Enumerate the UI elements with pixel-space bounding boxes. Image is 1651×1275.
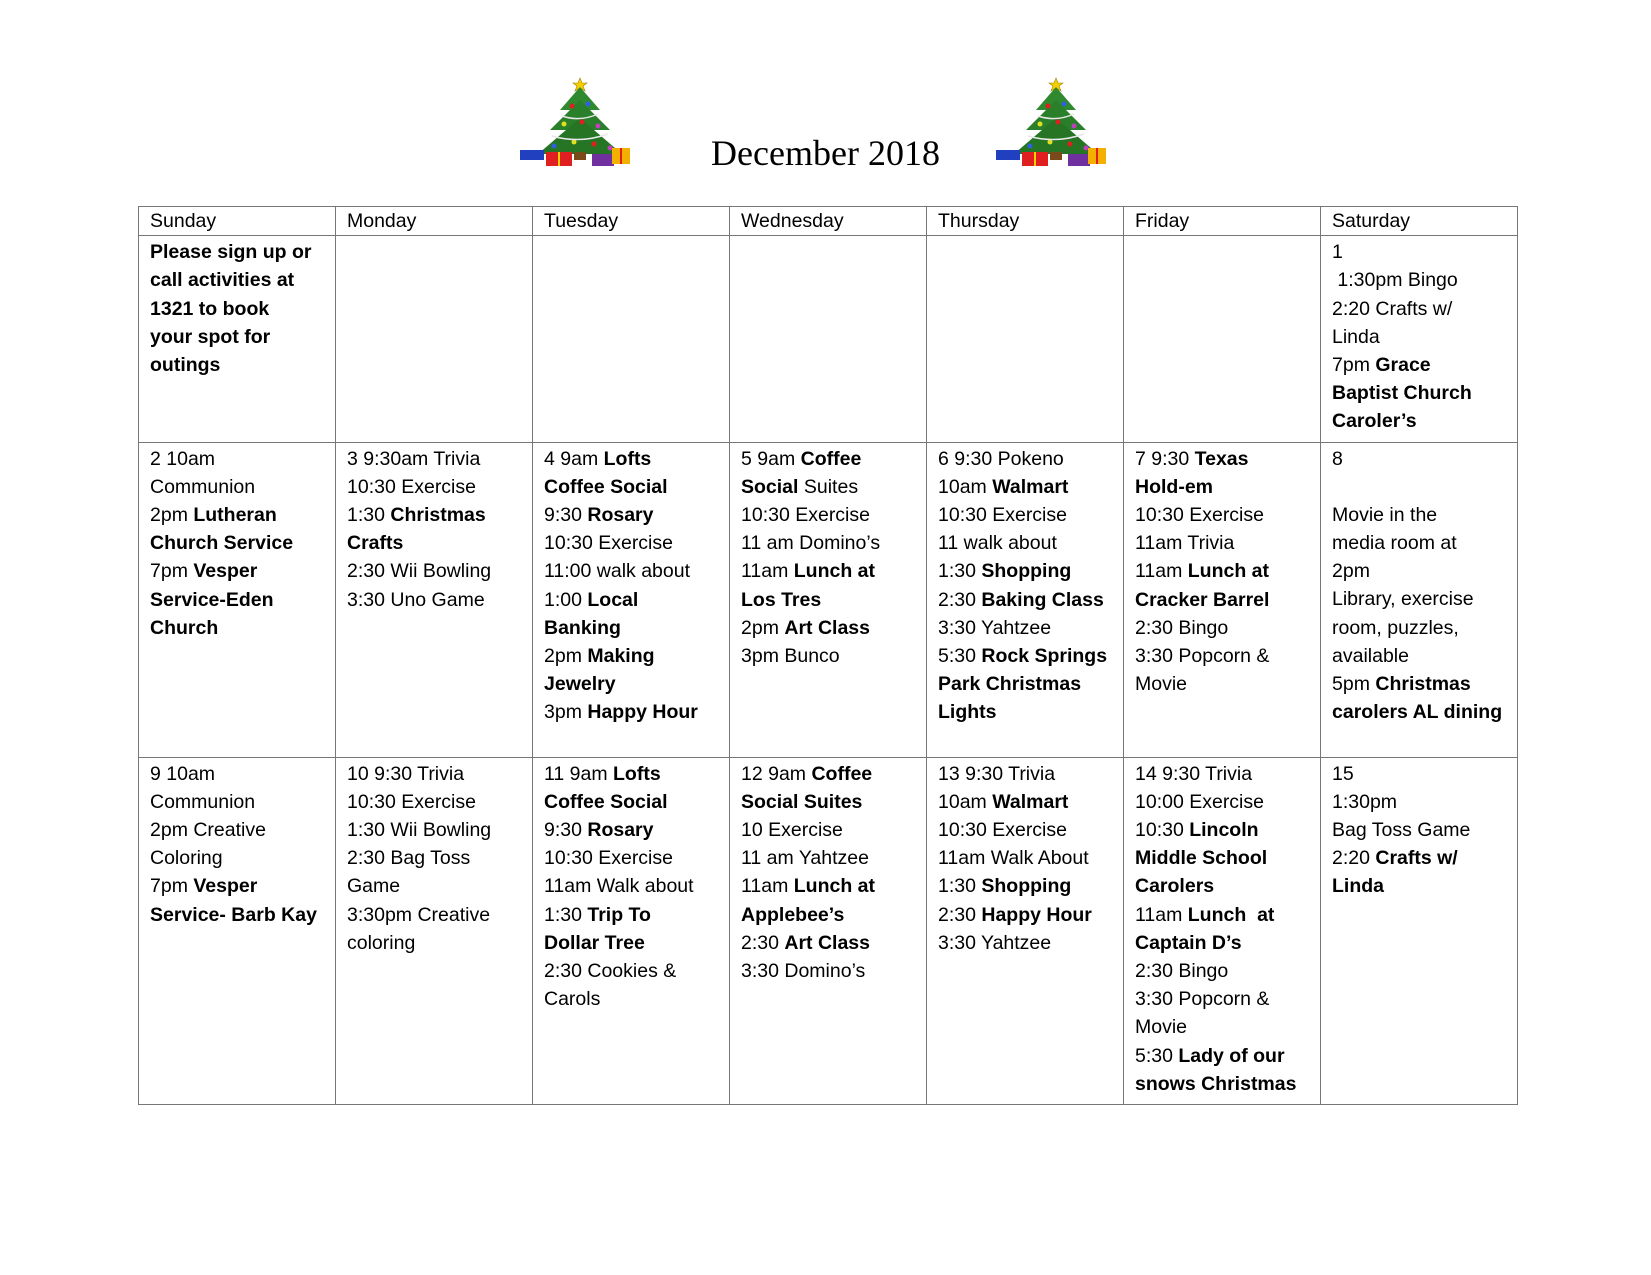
day-cell bbox=[139, 757, 336, 1104]
event-line: Communion bbox=[150, 475, 256, 498]
event-line: 10:30 Exercise bbox=[1135, 504, 1264, 527]
event-line: 1:30pm bbox=[1332, 790, 1398, 813]
event-title: Texas bbox=[1194, 447, 1249, 470]
event-line bbox=[938, 586, 1113, 614]
notice-line: your spot for bbox=[150, 325, 271, 348]
event-line bbox=[544, 760, 719, 788]
event-title: Rosary bbox=[587, 819, 654, 842]
event-line bbox=[1135, 445, 1310, 473]
event-line: 2pm Creative bbox=[150, 819, 266, 842]
notice-line: 1321 to book bbox=[150, 297, 270, 320]
day-cell bbox=[927, 442, 1124, 757]
event-line bbox=[150, 557, 325, 585]
event-line: Church Service bbox=[150, 532, 294, 555]
event-line bbox=[544, 816, 719, 844]
event-title: Lunch at bbox=[1187, 560, 1269, 583]
event-time: 5pm bbox=[1332, 673, 1376, 696]
event-title: Lofts bbox=[613, 762, 661, 785]
event-title: Happy Hour bbox=[981, 903, 1092, 926]
event-line: Bag Toss Game bbox=[1332, 819, 1471, 842]
notice-line: call activities at bbox=[150, 269, 295, 292]
day-cell bbox=[533, 757, 730, 1104]
day-cell bbox=[1321, 442, 1518, 757]
event-line: 2:20 Crafts w/ bbox=[1332, 297, 1453, 320]
day-cell bbox=[1321, 757, 1518, 1104]
event-line: Crafts bbox=[347, 532, 404, 555]
empty-day-cell bbox=[533, 236, 730, 442]
event-line: 11:00 walk about bbox=[544, 560, 690, 583]
event-line: 11am Walk About bbox=[938, 847, 1089, 870]
event-line bbox=[938, 473, 1113, 501]
event-line: 3:30pm Creative bbox=[347, 903, 491, 926]
week-row bbox=[139, 442, 1518, 757]
event-line bbox=[1332, 351, 1507, 379]
event-line: Banking bbox=[544, 616, 621, 639]
header-thursday: Thursday bbox=[927, 207, 1124, 236]
event-line: snows Christmas bbox=[1135, 1072, 1297, 1095]
event-title: Local bbox=[587, 588, 639, 611]
blank-line bbox=[1332, 473, 1507, 501]
event-time: 7pm bbox=[1332, 354, 1376, 377]
day-cell bbox=[927, 757, 1124, 1104]
event-line bbox=[544, 698, 719, 726]
event-time: 10:30 bbox=[1135, 819, 1190, 842]
event-line bbox=[150, 872, 325, 900]
event-line bbox=[1332, 844, 1507, 872]
event-line: Church bbox=[150, 616, 219, 639]
event-line: 3pm Bunco bbox=[741, 645, 840, 668]
event-line: 6 9:30 Pokeno bbox=[938, 447, 1064, 470]
event-time: 9:30 bbox=[544, 504, 588, 527]
event-line: 11 walk about bbox=[938, 532, 1057, 555]
day-cell bbox=[730, 442, 927, 757]
event-line bbox=[741, 557, 916, 585]
day-cell bbox=[1321, 236, 1518, 442]
event-title: Lunch at bbox=[1187, 903, 1275, 926]
event-time: 7pm bbox=[150, 560, 194, 583]
event-title: Lincoln bbox=[1189, 819, 1259, 842]
event-line: 3:30 Domino’s bbox=[741, 960, 866, 983]
event-time: 1:00 bbox=[544, 588, 588, 611]
event-time: 10am bbox=[938, 475, 993, 498]
event-line: Caroler’s bbox=[1332, 410, 1417, 433]
event-line bbox=[1135, 1042, 1310, 1070]
event-time: 9:30 bbox=[544, 819, 588, 842]
empty-day-cell bbox=[336, 236, 533, 442]
event-line: 2:30 Bingo bbox=[1135, 616, 1229, 639]
event-line: Social Suites bbox=[741, 790, 863, 813]
header-friday: Friday bbox=[1124, 207, 1321, 236]
event-line: Coffee Social bbox=[544, 475, 668, 498]
event-line bbox=[1135, 901, 1310, 929]
notice-line: Please sign up or bbox=[150, 241, 312, 264]
event-time: 5:30 bbox=[1135, 1044, 1179, 1067]
calendar-table bbox=[138, 206, 1518, 1105]
day-cell bbox=[139, 236, 336, 442]
event-line: Library, exercise bbox=[1332, 588, 1474, 611]
event-line: 10:30 Exercise bbox=[544, 532, 673, 555]
event-line: 11am Walk about bbox=[544, 875, 694, 898]
event-time: 11am bbox=[741, 875, 794, 898]
event-line bbox=[1135, 557, 1310, 585]
event-line: 11am Trivia bbox=[1135, 532, 1235, 555]
event-line: 10 9:30 Trivia bbox=[347, 762, 465, 785]
event-line: Applebee’s bbox=[741, 903, 845, 926]
event-time: 11am bbox=[1135, 903, 1188, 926]
event-time: 2:30 bbox=[741, 931, 785, 954]
event-time: 5 9am bbox=[741, 447, 801, 470]
event-line bbox=[938, 901, 1113, 929]
event-line: Movie bbox=[1135, 1016, 1188, 1039]
event-line: carolers AL dining bbox=[1332, 701, 1503, 724]
event-title: Art Class bbox=[784, 931, 870, 954]
day-cell bbox=[1124, 757, 1321, 1104]
event-title: Lady of our bbox=[1178, 1044, 1285, 1067]
event-line: 10:30 Exercise bbox=[741, 504, 870, 527]
event-title: Lofts bbox=[603, 447, 652, 470]
event-line: 10:30 Exercise bbox=[347, 790, 476, 813]
event-line: 13 9:30 Trivia bbox=[938, 762, 1056, 785]
event-line: 3:30 Uno Game bbox=[347, 588, 485, 611]
event-line bbox=[544, 445, 719, 473]
day-cell bbox=[730, 757, 927, 1104]
day-cell bbox=[139, 442, 336, 757]
event-line: Captain D’s bbox=[1135, 931, 1242, 954]
event-line: 10:30 Exercise bbox=[544, 847, 673, 870]
event-line: Cracker Barrel bbox=[1135, 588, 1270, 611]
event-title: Art Class bbox=[784, 616, 870, 639]
event-title: Lutheran bbox=[193, 504, 277, 527]
event-time: 2:20 bbox=[1332, 847, 1376, 870]
event-line: 9 10am bbox=[150, 762, 216, 785]
event-time: 1:30 bbox=[347, 504, 391, 527]
header-monday: Monday bbox=[336, 207, 533, 236]
event-line: 11 am Domino’s bbox=[741, 532, 881, 555]
event-line bbox=[1135, 816, 1310, 844]
event-line: 10:30 Exercise bbox=[938, 504, 1067, 527]
header-wednesday: Wednesday bbox=[730, 207, 927, 236]
event-line: 2:30 Wii Bowling bbox=[347, 560, 492, 583]
event-title: Social bbox=[741, 475, 799, 498]
event-line: 10 Exercise bbox=[741, 819, 843, 842]
event-title: Christmas bbox=[1375, 673, 1471, 696]
event-line bbox=[938, 557, 1113, 585]
event-time: 3pm bbox=[544, 701, 588, 724]
week-row bbox=[139, 757, 1518, 1104]
event-line: 1 bbox=[1332, 241, 1343, 264]
event-line: Hold-em bbox=[1135, 475, 1213, 498]
day-cell bbox=[336, 442, 533, 757]
christmas-tree-icon bbox=[992, 72, 1120, 172]
event-line: Los Tres bbox=[741, 588, 822, 611]
event-time: 10am bbox=[938, 790, 993, 813]
event-line: Linda bbox=[1332, 325, 1380, 348]
event-line: 3 9:30am Trivia bbox=[347, 447, 481, 470]
event-line: 14 9:30 Trivia bbox=[1135, 762, 1253, 785]
event-line bbox=[1332, 670, 1507, 698]
event-line: 10:30 Exercise bbox=[938, 819, 1067, 842]
empty-day-cell bbox=[1124, 236, 1321, 442]
event-title: Walmart bbox=[992, 475, 1069, 498]
event-time: 4 9am bbox=[544, 447, 604, 470]
event-line: media room at bbox=[1332, 532, 1457, 555]
event-time: 11 9am bbox=[544, 762, 614, 785]
event-title: Vesper bbox=[193, 560, 258, 583]
header-saturday: Saturday bbox=[1321, 207, 1518, 236]
event-line: Linda bbox=[1332, 875, 1384, 898]
event-title: Walmart bbox=[992, 790, 1069, 813]
event-line bbox=[741, 614, 916, 642]
event-line: Jewelry bbox=[544, 673, 616, 696]
calendar-title: December 2018 bbox=[711, 133, 940, 173]
event-line bbox=[544, 501, 719, 529]
event-line: 10:00 Exercise bbox=[1135, 790, 1264, 813]
event-line bbox=[938, 642, 1113, 670]
event-line bbox=[938, 872, 1113, 900]
event-time: 2pm bbox=[544, 645, 588, 668]
event-line: Coloring bbox=[150, 847, 223, 870]
event-time: 11am bbox=[741, 560, 794, 583]
event-line: coloring bbox=[347, 931, 416, 954]
event-title: Crafts w/ bbox=[1375, 847, 1458, 870]
event-title: Vesper bbox=[193, 875, 258, 898]
event-time: 11am bbox=[1135, 560, 1188, 583]
event-line: 2pm bbox=[1332, 560, 1370, 583]
event-line: 8 bbox=[1332, 447, 1343, 470]
empty-day-cell bbox=[927, 236, 1124, 442]
event-title: Shopping bbox=[981, 560, 1072, 583]
event-line: 11 am Yahtzee bbox=[741, 847, 869, 870]
event-time: 12 9am bbox=[741, 762, 812, 785]
event-title: Coffee bbox=[800, 447, 862, 470]
event-line: Game bbox=[347, 875, 401, 898]
event-line bbox=[544, 901, 719, 929]
event-line: 15 bbox=[1332, 762, 1354, 785]
event-line bbox=[741, 445, 916, 473]
event-title: Shopping bbox=[981, 875, 1072, 898]
header-sunday: Sunday bbox=[139, 207, 336, 236]
event-line bbox=[741, 760, 916, 788]
event-line: Service-Eden bbox=[150, 588, 274, 611]
event-title: Happy Hour bbox=[587, 701, 698, 724]
event-line: 3:30 Popcorn & bbox=[1135, 645, 1270, 668]
day-cell bbox=[1124, 442, 1321, 757]
event-time: 2:30 bbox=[938, 903, 982, 926]
event-line: 3:30 Yahtzee bbox=[938, 931, 1052, 954]
event-line: room, puzzles, bbox=[1332, 616, 1459, 639]
week-row bbox=[139, 236, 1518, 442]
christmas-tree-icon bbox=[516, 72, 644, 172]
day-cell bbox=[336, 757, 533, 1104]
event-line: available bbox=[1332, 644, 1409, 667]
event-title: Lunch at bbox=[793, 560, 875, 583]
event-line: 2 10am bbox=[150, 447, 216, 470]
event-line bbox=[741, 872, 916, 900]
event-line: Coffee Social bbox=[544, 790, 668, 813]
event-title: Rock Springs bbox=[981, 645, 1108, 668]
event-time: 1:30 bbox=[938, 875, 982, 898]
event-line bbox=[741, 929, 916, 957]
event-time: 1:30 bbox=[544, 903, 588, 926]
event-line: 2:30 Bag Toss bbox=[347, 847, 471, 870]
event-title: Baking Class bbox=[981, 588, 1104, 611]
event-line: Movie in the bbox=[1332, 503, 1438, 526]
header-tuesday: Tuesday bbox=[533, 207, 730, 236]
event-line: Carols bbox=[544, 988, 601, 1011]
event-time: 7pm bbox=[150, 875, 194, 898]
event-line: 1:30 Wii Bowling bbox=[347, 819, 492, 842]
event-title: Coffee bbox=[811, 762, 873, 785]
event-time: 7 9:30 bbox=[1135, 447, 1195, 470]
event-title: Christmas bbox=[390, 504, 486, 527]
event-line bbox=[741, 473, 916, 501]
event-time: 2pm bbox=[741, 616, 785, 639]
event-time: 2:30 bbox=[938, 588, 982, 611]
event-line: Carolers bbox=[1135, 875, 1215, 898]
event-line: 3:30 Yahtzee bbox=[938, 616, 1052, 639]
event-line bbox=[938, 788, 1113, 816]
event-line: 1:30pm Bingo bbox=[1332, 269, 1458, 292]
event-line: Movie bbox=[1135, 673, 1188, 696]
event-title: Trip To bbox=[587, 903, 651, 926]
event-line bbox=[150, 501, 325, 529]
event-title: Grace bbox=[1375, 354, 1431, 377]
day-cell bbox=[533, 442, 730, 757]
event-title: Rosary bbox=[587, 504, 654, 527]
event-line: 3:30 Popcorn & bbox=[1135, 988, 1270, 1011]
event-title: Making bbox=[587, 645, 655, 668]
event-line: Dollar Tree bbox=[544, 931, 645, 954]
empty-day-cell bbox=[730, 236, 927, 442]
event-line bbox=[544, 642, 719, 670]
event-line: Park Christmas bbox=[938, 673, 1082, 696]
event-detail: Suites bbox=[798, 475, 859, 498]
event-line: Middle School bbox=[1135, 847, 1268, 870]
event-title: Lunch at bbox=[793, 875, 875, 898]
event-line: Baptist Church bbox=[1332, 382, 1472, 405]
event-line bbox=[347, 501, 522, 529]
weekday-header-row bbox=[139, 207, 1518, 236]
event-line: Service- Barb Kay bbox=[150, 903, 317, 926]
event-line: 2:30 Cookies & bbox=[544, 960, 677, 983]
event-time: 5:30 bbox=[938, 645, 982, 668]
notice-line: outings bbox=[150, 354, 221, 377]
event-line: 10:30 Exercise bbox=[347, 475, 476, 498]
event-line bbox=[544, 586, 719, 614]
event-line: Lights bbox=[938, 701, 997, 724]
event-line: 2:30 Bingo bbox=[1135, 960, 1229, 983]
event-time: 2pm bbox=[150, 504, 194, 527]
event-line: Communion bbox=[150, 790, 256, 813]
event-time: 1:30 bbox=[938, 560, 982, 583]
